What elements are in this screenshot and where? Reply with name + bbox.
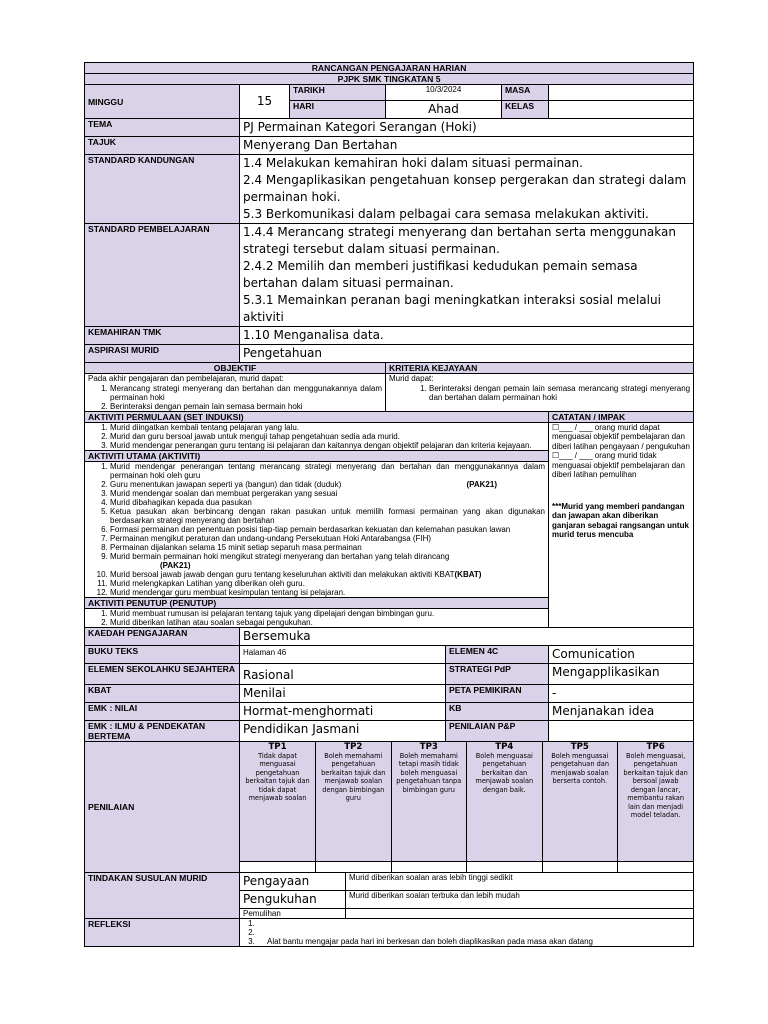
tp2-cell	[316, 742, 392, 862]
tp-desc: Boleh menguasai pengetahuan dan menjawab soalan berserta contoh.	[550, 751, 609, 785]
kelas-value	[549, 101, 694, 119]
pak21-tag: (PAK21)	[466, 479, 497, 489]
standard-kandungan-label: STANDARD KANDUNGAN	[85, 155, 240, 224]
buku-teks-value: Halaman 46	[240, 645, 446, 663]
kaedah-value: Bersemuka	[240, 627, 694, 645]
catatan-line-2: ☐___ / ___ orang murid tidak menguasai objektif pembelajaran dan diberi latihan pemulihan	[552, 451, 685, 479]
utama-item: 1. Murid mendengar penerangan tentang merancang strategi menyerang dan bertahan dan menggunakannya dalam permainan hoki oleh guru	[110, 462, 545, 480]
permulaan-item: 2. Murid dan guru bersoal jawab untuk menguji tahap pengetahuan sedia ada murid.	[110, 432, 545, 441]
tp6-cell	[618, 742, 694, 862]
tp-desc: Boleh memahami tetapi masih tidak boleh menguasai pengetahuan tanpa bimbingan guru	[396, 751, 462, 794]
kriteria-content	[386, 374, 694, 412]
tp3-cell	[391, 742, 467, 862]
standard-pembelajaran-item: 5.3.1 Memainkan peranan bagi meningkatkan interaksi sosial melalui aktiviti	[243, 293, 661, 324]
standard-pembelajaran-list	[240, 224, 694, 327]
elemen4c-label: ELEMEN 4C	[446, 645, 549, 663]
aspirasi-murid-label: ASPIRASI MURID	[85, 345, 240, 363]
standard-pembelajaran-label: STANDARD PEMBELAJARAN	[85, 224, 240, 327]
elemen4c-value: Comunication	[549, 645, 694, 663]
tp4-cell	[467, 742, 543, 862]
tajuk-label: TAJUK	[85, 137, 240, 155]
penutup-item: 1. Murid membuat rumusan isi pelajaran tentang tajuk yang dipelajari dengan bimbingan guru.	[110, 609, 545, 618]
tp-level: TP2	[344, 741, 363, 752]
emk-ilmu-label: EMK : ILMU & PENDEKATAN BERTEMA	[85, 720, 240, 741]
document-title: RANCANGAN PENGAJARAN HARIAN	[85, 63, 694, 74]
tajuk-value: Menyerang Dan Bertahan	[240, 137, 694, 155]
kbat-value: Menilai	[240, 684, 446, 702]
kemahiran-tmk-label: KEMAHIRAN TMK	[85, 327, 240, 345]
kriteria-item: 1. Berinteraksi dengan pemain lain semasa merancang strategi menyerang dan bertahan dalam permainan hoki	[429, 384, 690, 402]
penilaian-pp-value	[549, 720, 694, 741]
peta-value: -	[549, 684, 694, 702]
standard-pembelajaran-item: 1.4.4 Merancang strategi menyerang dan bertahan serta menggunakan strategi tersebut dalam situasi permainan.	[243, 225, 676, 256]
objektif-item: 1. Merancang strategi menyerang dan bertahan dan menggunakannya dalam permainan hoki	[110, 384, 382, 402]
tp-level: TP4	[495, 741, 514, 752]
hari-label: HARI	[290, 101, 386, 119]
refleksi-item	[257, 919, 690, 928]
tp-desc: Tidak dapat menguasai pengetahuan berkaitan tajuk dan tidak dapat menjawab soalan	[245, 751, 310, 802]
lesson-plan-document	[84, 62, 693, 947]
refleksi-item: 3. Alat bantu mengajar pada hari ini berkesan dan boleh diaplikasikan pada masa akan datang	[257, 937, 690, 946]
minggu-value: 15	[240, 85, 290, 119]
lesson-plan-table	[84, 62, 694, 947]
catatan-content	[549, 422, 694, 627]
standard-kandungan-list	[240, 155, 694, 224]
tp-level: TP5	[570, 741, 589, 752]
catatan-note: ***Murid yang memberi pandangan dan jawapan akan diberikan ganjaran sebagai rangsangan untuk murid terus mencuba	[552, 501, 689, 539]
utama-item: 6. Formasi permainan dan penentuan posisi tiap-tiap pemain berdasarkan kekuatan dan kelemahan pasukan lawan	[110, 525, 545, 534]
pak21-tag: (PAK21)	[160, 560, 191, 570]
permulaan-item: 1. Murid diingatkan kembali tentang pelajaran yang lalu.	[110, 423, 545, 432]
aktiviti-content	[85, 422, 549, 450]
tindakan-desc: Murid diberikan soalan terbuka dan lebih mudah	[346, 890, 694, 908]
penutup-label: AKTIVITI PENUTUP (PENUTUP)	[85, 597, 549, 608]
utama-label: AKTIVITI UTAMA (AKTIVITI)	[85, 450, 549, 461]
kriteria-intro: Murid dapat:	[389, 374, 434, 383]
kbat-tag: (KBAT)	[454, 569, 482, 579]
catatan-label: CATATAN / IMPAK	[549, 411, 694, 422]
standard-pembelajaran-item: 2.4.2 Memilih dan memberi justifikasi kedudukan pemain semasa bertahan dalam situasi permainan.	[243, 259, 638, 290]
tp-desc: Boleh menguasai pengetahuan berkaitan dan menjawab soalan dengan baik.	[475, 751, 534, 794]
masa-value	[549, 85, 694, 101]
penutup-content	[85, 608, 549, 627]
refleksi-content	[240, 919, 694, 947]
objektif-item: 2. Berinteraksi dengan pemain lain semasa bermain hoki	[110, 402, 382, 411]
tema-label: TEMA	[85, 119, 240, 137]
objektif-intro: Pada akhir pengajaran dan pembelajaran, murid dapat:	[88, 374, 284, 383]
tarikh-label: TARIKH	[290, 85, 386, 101]
utama-item: 5. Ketua pasukan akan berbincang dengan rakan pasukan untuk memilih formasi permainan yang akan digunakan berdasarkan strategi menyerang dan bertahan	[110, 507, 545, 525]
utama-item: 12. Murid mendengar guru membuat kesimpulan tentang isi pelajaran.	[110, 588, 545, 597]
refleksi-item	[257, 928, 690, 937]
buku-teks-label: BUKU TEKS	[85, 645, 240, 663]
tp1-cell	[240, 742, 316, 862]
kbat-label: KBAT	[85, 684, 240, 702]
utama-item: 8. Permainan dijalankan selama 15 minit setiap separuh masa permainan	[110, 543, 545, 552]
tp-desc: Boleh memahami pengetahuan berkaitan tajuk dan menjawab soalan dengan bimbingan guru	[321, 751, 386, 802]
objektif-content	[85, 374, 386, 412]
utama-item: 11. Murid melengkapkan Latihan yang diberikan oleh guru.	[110, 579, 545, 588]
emk-nilai-label: EMK : NILAI	[85, 702, 240, 720]
document-subtitle: PJPK SMK TINGKATAN 5	[85, 74, 694, 85]
aspirasi-murid-value: Pengetahuan	[240, 345, 694, 363]
tema-value: PJ Permainan Kategori Serangan (Hoki)	[240, 119, 694, 137]
kelas-label: KELAS	[502, 101, 549, 119]
tp-table	[240, 742, 693, 872]
tindakan-desc: Murid diberikan soalan aras lebih tinggi sedikit	[346, 872, 694, 890]
masa-label: MASA	[502, 85, 549, 101]
kemahiran-tmk-value: 1.10 Menganalisa data.	[240, 327, 694, 345]
utama-item: 3. Murid mendengar soalan dan membuat pergerakan yang sesuai	[110, 489, 545, 498]
tp5-cell	[542, 742, 618, 862]
kb-label: KB	[446, 702, 549, 720]
kb-value: Menjanakan idea	[549, 702, 694, 720]
peta-label: PETA PEMIKIRAN	[446, 684, 549, 702]
tindakan-type: Pemulihan	[240, 908, 346, 919]
utama-item: 4. Murid dibahagikan kepada dua pasukan	[110, 498, 545, 507]
utama-item: 7. Permainan mengikut peraturan dan undang-undang Persekutuan Hoki Antarabangsa (FIH)	[110, 534, 545, 543]
strategi-value: Mengapplikasikan	[549, 663, 694, 684]
refleksi-label: REFLEKSI	[85, 919, 240, 947]
hari-value: Ahad	[386, 101, 502, 119]
tp-desc: Boleh menguasai, pengetahuan berkaitan tajuk dan bersoal jawab dengan lancar, membantu rakan lain dan menjadi model teladan.	[623, 751, 688, 819]
kaedah-label: KAEDAH PENGAJARAN	[85, 627, 240, 645]
permulaan-item: 3. Murid mendengar penerangan guru tentang isi pelajaran dan kaitannya dengan objektif pelajaran dan kriteria kejayaan.	[110, 441, 545, 450]
elemen-sekolah-label: ELEMEN SEKOLAHKU SEJAHTERA	[85, 663, 240, 684]
penutup-item: 2. Murid diberikan latihan atau soalan sebagai pengukuhan.	[110, 618, 545, 627]
tindakan-desc	[346, 908, 694, 919]
elemen-sekolah-value: Rasional	[240, 663, 446, 684]
utama-item: 10. Murid bersoal jawab jawab dengan guru tentang keseluruhan aktiviti dan melakukan aktiviti KBAT(KBAT)	[110, 570, 545, 579]
penilaian-grid	[240, 741, 694, 872]
standard-kandungan-item: 2.4 Mengaplikasikan pengetahuan konsep pergerakan dan strategi dalam permainan hoki.	[243, 173, 687, 204]
tindakan-type: Pengayaan	[240, 872, 346, 890]
minggu-label: MINGGU	[85, 85, 240, 119]
tp-level: TP3	[419, 741, 438, 752]
utama-item: 9. Murid bermain permainan hoki mengikut strategi menyerang dan bertahan yang telah dirancang (PAK21)	[110, 552, 545, 570]
penilaian-pp-label: PENILAIAN P&P	[446, 720, 549, 741]
standard-kandungan-item: 1.4 Melakukan kemahiran hoki dalam situasi permainan.	[243, 156, 583, 170]
catatan-line-1: ☐___ / ___ orang murid dapat menguasai objektif pembelajaran dan diberi latihan pengayaan / pengukuhan	[552, 422, 690, 451]
utama-item: 2. Guru menentukan jawapan seperti ya (bangun) dan tidak (duduk) (PAK21)	[110, 480, 545, 489]
kriteria-label: KRITERIA KEJAYAAN	[386, 363, 694, 374]
tindakan-label: TINDAKAN SUSULAN MURID	[85, 872, 240, 919]
objektif-label: OBJEKTIF	[85, 363, 386, 374]
emk-ilmu-value: Pendidikan Jasmani	[240, 720, 446, 741]
permulaan-label: AKTIVITI PERMULAAN (SET INDUKSI)	[85, 411, 549, 422]
tarikh-value: 10/3/2024	[386, 85, 502, 101]
tindakan-type: Pengukuhan	[240, 890, 346, 908]
strategi-label: STRATEGI PdP	[446, 663, 549, 684]
tp-level: TP6	[646, 741, 665, 752]
penilaian-label: PENILAIAN	[85, 741, 240, 872]
utama-content	[85, 461, 549, 597]
tp-level: TP1	[268, 741, 287, 752]
emk-nilai-value: Hormat-menghormati	[240, 702, 446, 720]
standard-kandungan-item: 5.3 Berkomunikasi dalam pelbagai cara semasa melakukan aktiviti.	[243, 207, 649, 221]
